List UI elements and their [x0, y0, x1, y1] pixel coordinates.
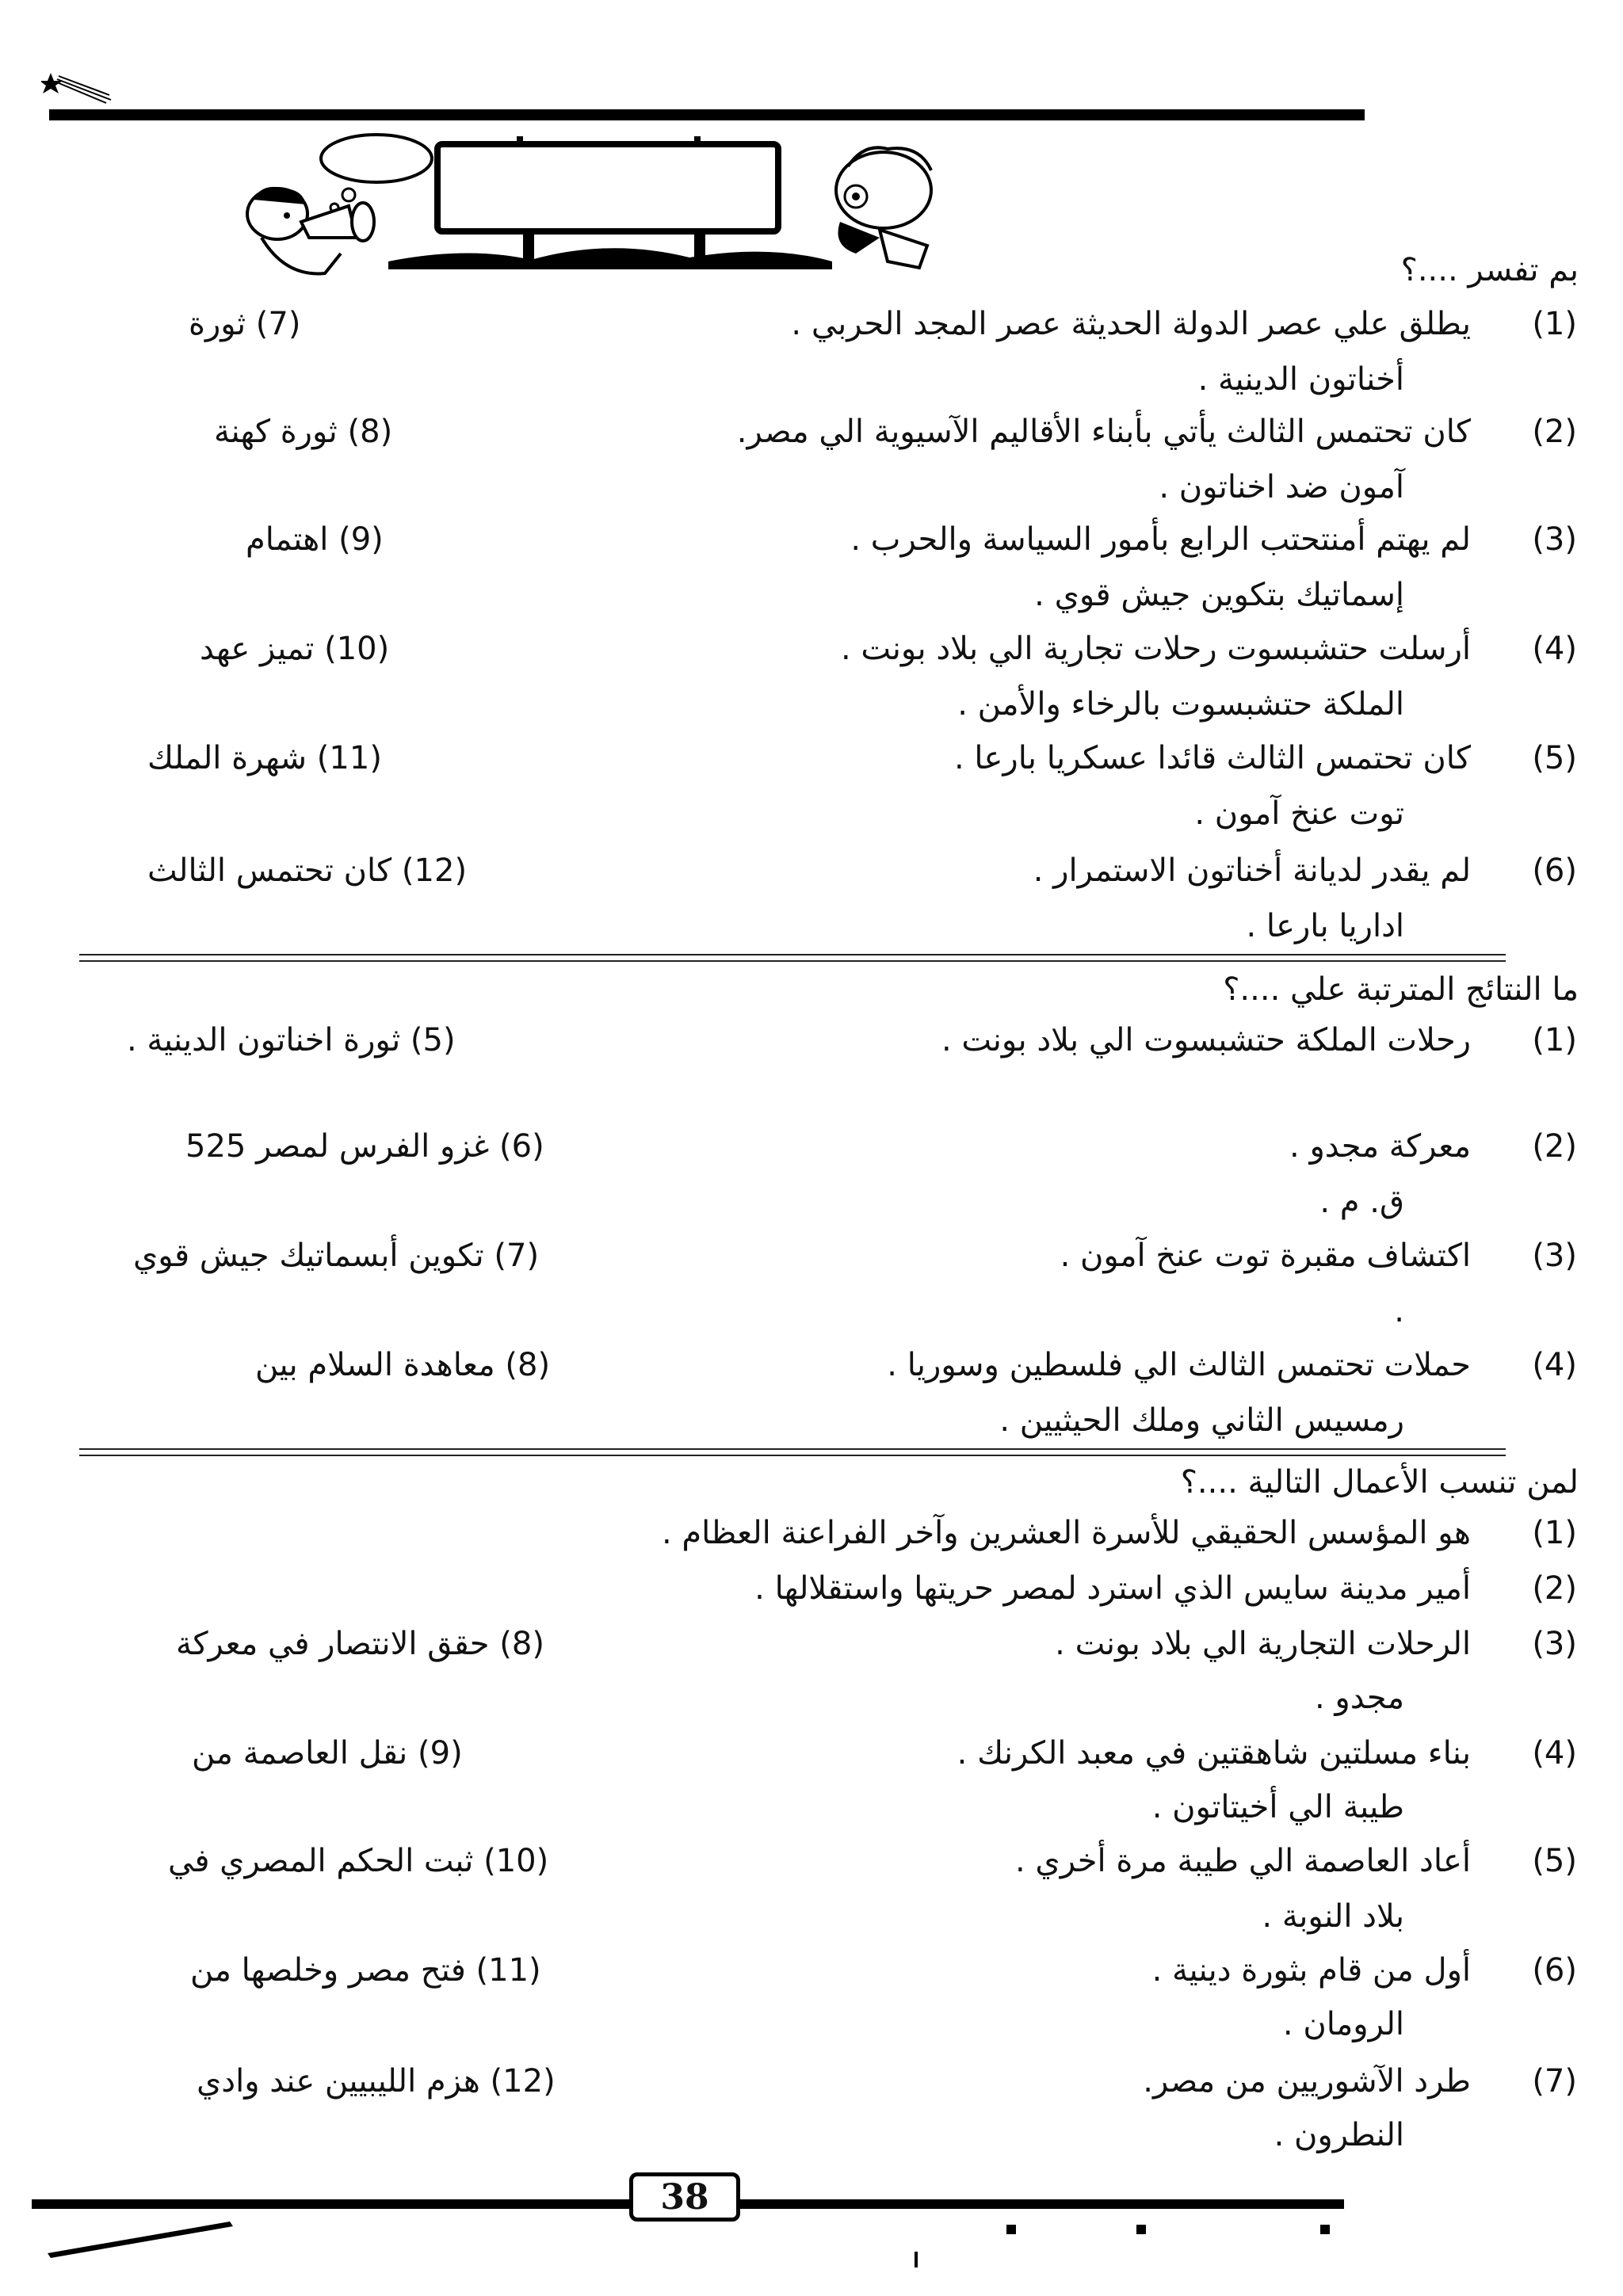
item-number: (5) — [1532, 740, 1577, 776]
item-text: طرد الآشوريين من مصر. — [1143, 2063, 1471, 2100]
item-continuation: توت عنخ آمون . — [1194, 795, 1404, 832]
item-number: (2) — [1532, 1128, 1577, 1165]
item-number: (6) — [1532, 1952, 1577, 1989]
item-second: (9) اهتمام — [246, 521, 384, 558]
item-continuation: رمسيس الثاني وملك الحيثيين . — [999, 1402, 1404, 1439]
cartoon-billboard-illustration — [230, 127, 959, 285]
footer-tick — [915, 2252, 918, 2267]
item-text: أرسلت حتشبسوت رحلات تجارية الي بلاد بونت . — [841, 631, 1471, 667]
item-number: (3) — [1532, 521, 1577, 558]
item-continuation: إسماتيك بتكوين جيش قوي . — [1034, 577, 1404, 613]
item-continuation: مجدو . — [1315, 1680, 1404, 1716]
section-divider — [79, 1448, 1506, 1456]
item-number: (5) — [1532, 1843, 1577, 1879]
item-number: (4) — [1532, 1735, 1577, 1772]
footer-swoosh-icon — [48, 2218, 238, 2258]
footer-dot — [1320, 2225, 1330, 2234]
item-second: (8) معاهدة السلام بين — [255, 1347, 551, 1383]
item-continuation: بلاد النوبة . — [1262, 1898, 1404, 1935]
item-continuation: النطرون . — [1274, 2117, 1404, 2153]
item-continuation: الرومان . — [1282, 2006, 1404, 2042]
item-continuation: آمون ضد اخناتون . — [1159, 469, 1404, 505]
item-text: كان تحتمس الثالث يأتي بأبناء الأقاليم الآسيوية الي مصر. — [736, 414, 1471, 450]
item-number: (1) — [1532, 1515, 1577, 1551]
item-number: (2) — [1532, 414, 1577, 450]
item-second: (10) تميز عهد — [200, 631, 390, 667]
item-number: (7) — [1532, 2063, 1577, 2100]
item-text: هو المؤسس الحقيقي للأسرة العشرين وآخر الفراعنة العظام . — [661, 1515, 1471, 1551]
section-divider — [79, 954, 1506, 962]
page-number: 38 — [629, 2172, 740, 2222]
item-number: (6) — [1532, 852, 1577, 889]
item-second: (10) ثبت الحكم المصري في — [168, 1843, 549, 1879]
item-second: (11) فتح مصر وخلصها من — [190, 1952, 541, 1989]
item-number: (4) — [1532, 631, 1577, 667]
item-number: (3) — [1532, 1626, 1577, 1662]
item-text: حملات تحتمس الثالث الي فلسطين وسوريا . — [887, 1347, 1471, 1383]
item-text: معركة مجدو . — [1289, 1128, 1471, 1165]
item-text: لم يقدر لديانة أخناتون الاستمرار . — [1033, 852, 1471, 889]
item-second: (8) ثورة كهنة — [214, 414, 393, 450]
section-title-explain: بم تفسر ....؟ — [1400, 252, 1579, 288]
item-text: لم يهتم أمنتحتب الرابع بأمور السياسة والحرب . — [850, 521, 1471, 558]
item-number: (4) — [1532, 1347, 1577, 1383]
item-second: (12) هزم الليبيين عند وادي — [197, 2063, 556, 2100]
item-continuation: ق. م . — [1319, 1184, 1404, 1220]
item-second: (12) كان تحتمس الثالث — [147, 852, 468, 889]
item-second: (7) تكوين أبسماتيك جيش قوي — [133, 1238, 540, 1274]
shooting-star-icon — [41, 65, 113, 105]
item-second: (6) غزو الفرس لمصر 525 — [185, 1128, 544, 1165]
item-text: اكتشاف مقبرة توت عنخ آمون . — [1060, 1238, 1471, 1274]
item-continuation: اداريا بارعا . — [1246, 908, 1404, 944]
item-continuation: . — [1394, 1293, 1404, 1329]
item-second: (5) ثورة اخناتون الدينية . — [127, 1022, 456, 1058]
item-text: أول من قام بثورة دينية . — [1151, 1952, 1471, 1989]
item-number: (1) — [1532, 1022, 1577, 1058]
item-second: (8) حقق الانتصار في معركة — [176, 1626, 544, 1662]
item-number: (1) — [1532, 306, 1577, 342]
item-second: (11) شهرة الملك — [147, 740, 382, 776]
item-text: بناء مسلتين شاهقتين في معبد الكرنك . — [957, 1735, 1471, 1772]
item-number: (2) — [1532, 1570, 1577, 1607]
item-text: كان تحتمس الثالث قائدا عسكريا بارعا . — [953, 740, 1471, 776]
footer-dot — [1006, 2225, 1016, 2234]
item-second: (9) نقل العاصمة من — [192, 1735, 463, 1772]
section-title-attribution: لمن تنسب الأعمال التالية ....؟ — [1180, 1464, 1579, 1501]
item-text: رحلات الملكة حتشبسوت الي بلاد بونت . — [941, 1022, 1471, 1058]
item-text: أمير مدينة سايس الذي استرد لمصر حريتها واستقلالها . — [754, 1570, 1471, 1607]
item-number: (3) — [1532, 1238, 1577, 1274]
item-continuation: الملكة حتشبسوت بالرخاء والأمن . — [957, 686, 1404, 723]
item-text: الرحلات التجارية الي بلاد بونت . — [1055, 1626, 1471, 1662]
section-title-results: ما النتائج المترتبة علي ....؟ — [1223, 971, 1579, 1008]
header-rule — [49, 109, 1365, 120]
item-text: يطلق علي عصر الدولة الحديثة عصر المجد الحربي . — [791, 306, 1471, 342]
item-text: أعاد العاصمة الي طيبة مرة أخري . — [1014, 1843, 1471, 1879]
item-continuation: طيبة الي أخيتاتون . — [1151, 1789, 1404, 1825]
item-second: (7) ثورة — [189, 306, 301, 342]
item-continuation: أخناتون الدينية . — [1197, 361, 1404, 398]
footer-dot — [1136, 2225, 1146, 2234]
